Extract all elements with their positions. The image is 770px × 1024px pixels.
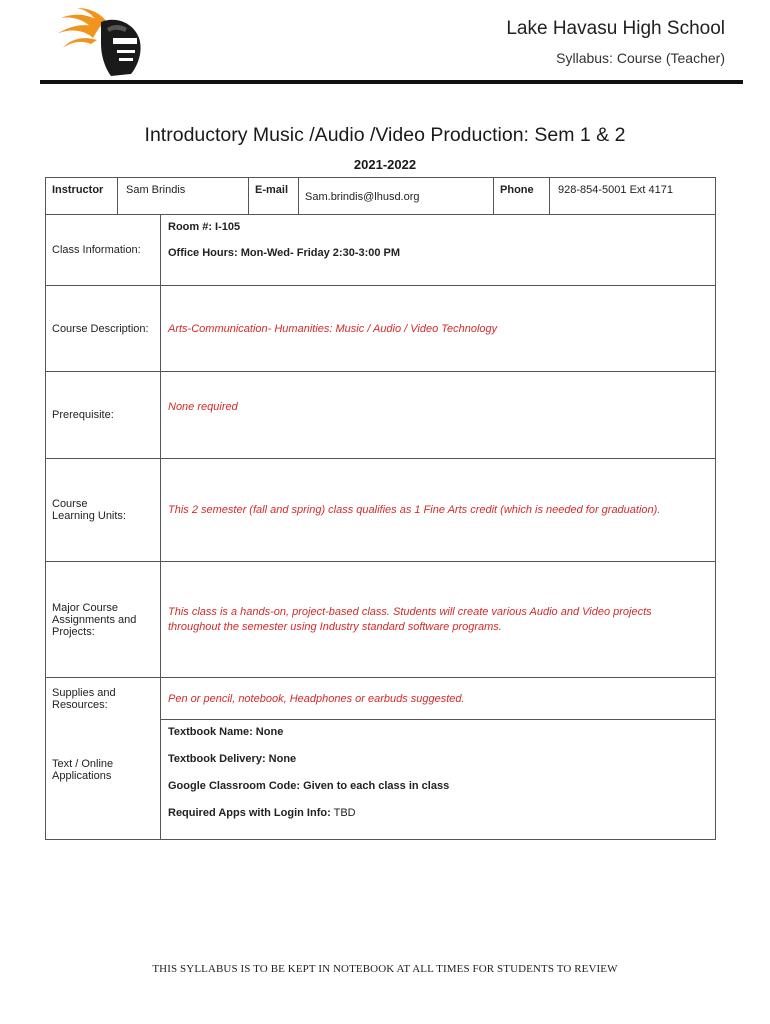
- assignments-value-line2: throughout the semester using Industry standard software programs.: [168, 621, 502, 633]
- instructor-label: Instructor: [52, 184, 104, 196]
- assignments-label-line3: Projects:: [52, 625, 95, 638]
- required-apps-value: TBD: [333, 807, 356, 819]
- syllabus-table: [45, 177, 716, 840]
- class-info-row: [46, 215, 716, 286]
- supplies-value: Pen or pencil, notebook, Headphones or earbuds suggested.: [168, 692, 465, 705]
- footer-notice: THIS SYLLABUS IS TO BE KEPT IN NOTEBOOK AT ALL TIMES FOR STUDENTS TO REVIEW: [152, 963, 618, 975]
- required-apps: [161, 792, 715, 819]
- class-info-label-cell: [46, 215, 161, 286]
- text-online-value-cell: [161, 720, 716, 840]
- phone-label: Phone: [500, 184, 534, 196]
- learning-units-label-line1: Course: [52, 498, 88, 510]
- school-name: Lake Havasu High School: [506, 18, 725, 39]
- email-value: Sam.brindis@lhusd.org: [305, 191, 420, 203]
- required-apps-label: Required Apps with Login Info:: [168, 807, 331, 819]
- header-divider: [40, 80, 743, 84]
- assignments-label-line1: Major Course: [52, 601, 119, 614]
- phone-value-cell: [550, 178, 716, 215]
- course-description-label-cell: [46, 286, 161, 372]
- learning-units-value-cell: [161, 459, 716, 562]
- assignments-value-cell: [161, 562, 716, 678]
- text-online-label-line2: Applications: [52, 769, 112, 782]
- assignments-value-line1: This class is a hands-on, project-based class. Students will create various Audio and Video projects: [168, 606, 652, 618]
- supplies-label-cell: [46, 678, 161, 720]
- instructor-name: Sam Brindis: [126, 184, 186, 196]
- office-hours: Office Hours: Mon-Wed- Friday 2:30-3:00 PM: [168, 247, 401, 259]
- text-online-label-line1: Text / Online: [52, 757, 114, 770]
- instructor-label-cell: [46, 178, 118, 215]
- course-description-value-cell: [161, 286, 716, 372]
- email-label-cell: [249, 178, 299, 215]
- email-value-cell: [299, 178, 494, 215]
- syllabus-subtitle: Syllabus: Course (Teacher): [556, 50, 725, 66]
- learning-units-label-cell: [46, 459, 161, 562]
- course-title: Introductory Music /Audio /Video Production: Sem 1 & 2: [144, 124, 626, 146]
- prerequisite-value-cell: [161, 372, 716, 459]
- classroom-code: Google Classroom Code: Given to each class in class: [168, 780, 450, 792]
- supplies-label-line1: Supplies and: [52, 686, 116, 699]
- room-number: Room #: I-105: [168, 221, 241, 233]
- text-online-label-cell: [46, 720, 161, 840]
- phone-value: 928-854-5001 Ext 4171: [558, 184, 673, 196]
- supplies-label-line2: Resources:: [52, 698, 108, 711]
- prerequisite-value: None required: [168, 401, 238, 413]
- supplies-row: [46, 678, 716, 720]
- textbook-name: Textbook Name: None: [168, 726, 284, 738]
- phone-label-cell: [494, 178, 550, 215]
- assignments-row: [46, 562, 716, 678]
- assignments-label-cell: [46, 562, 161, 678]
- textbook-delivery: Textbook Delivery: None: [168, 753, 297, 765]
- learning-units-label-line2: Learning Units:: [52, 510, 126, 522]
- course-description-label: Course Description:: [52, 322, 149, 335]
- prerequisite-label-cell: [46, 372, 161, 459]
- supplies-value-cell: [161, 678, 716, 720]
- instructor-value-cell: [118, 178, 249, 215]
- course-description-value: Arts-Communication- Humanities: Music / Audio / Video Technology: [168, 322, 498, 335]
- class-info-label: Class Information:: [52, 244, 141, 256]
- email-label: E-mail: [255, 184, 289, 196]
- prerequisite-label: Prerequisite:: [52, 409, 114, 421]
- assignments-label-line2: Assignments and: [52, 613, 137, 626]
- course-description-row: [46, 286, 716, 372]
- class-info-value-cell: [161, 215, 716, 286]
- school-year: 2021-2022: [353, 157, 417, 172]
- learning-units-value: This 2 semester (fall and spring) class qualifies as 1 Fine Arts credit (which is needed for graduation).: [168, 504, 661, 516]
- learning-units-row: [46, 459, 716, 562]
- prerequisite-row: [46, 372, 716, 459]
- instructor-row: [46, 178, 716, 215]
- knight-helmet-icon: [55, 8, 155, 78]
- text-online-row: [46, 720, 716, 840]
